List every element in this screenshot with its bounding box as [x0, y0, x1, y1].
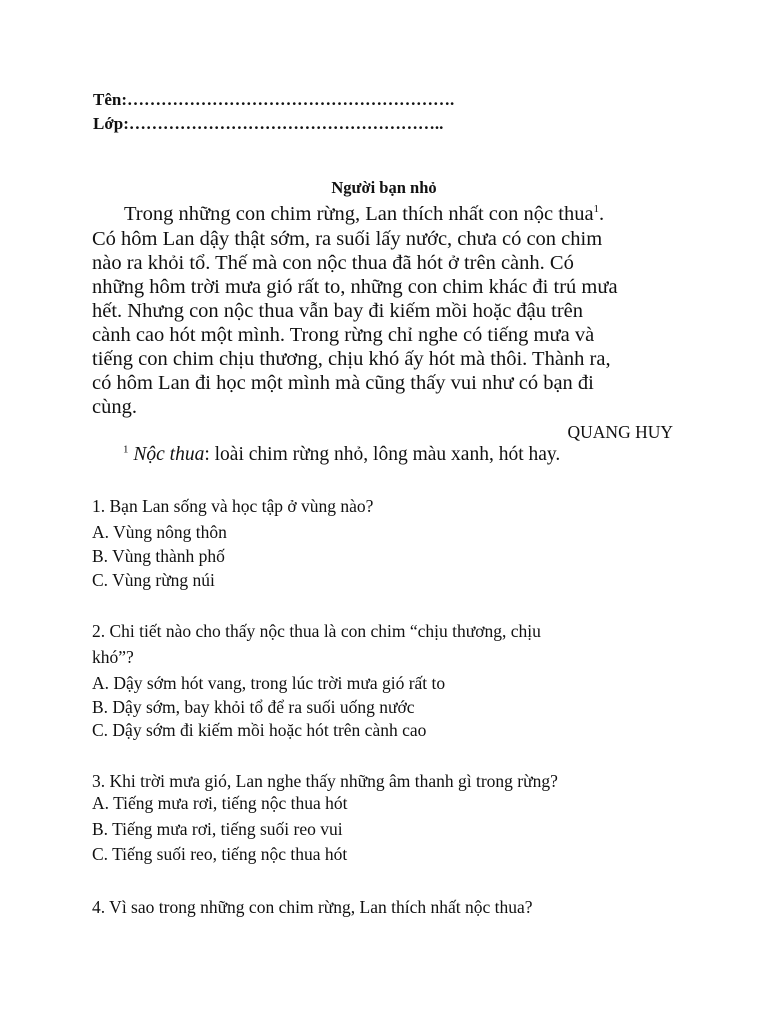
question-2-continued: khó”? — [92, 647, 134, 667]
footnote-reference: 1 — [593, 203, 600, 216]
story-line: hết. Nhưng con nộc thua vẫn bay đi kiếm mồi hoặc đậu trên — [92, 300, 584, 322]
story-title: Người bạn nhỏ — [331, 178, 437, 197]
name-field-label: Tên:…………………………………………………. — [93, 90, 455, 109]
story-line-text: Trong những con chim rừng, Lan thích nhất con nộc thua — [124, 203, 594, 225]
story-line — [124, 204, 604, 225]
story-line: nào ra khỏi tổ. Thế mà con nộc thua đã hót ở trên cành. Có — [92, 252, 574, 274]
class-field-label: Lớp:……………………………………………….. — [93, 114, 444, 133]
story-author: QUANG HUY — [567, 422, 673, 442]
story-line: Có hôm Lan dậy thật sớm, ra suối lấy nước, chưa có con chim — [92, 228, 603, 250]
question-2-option-b: B. Dậy sớm, bay khỏi tổ để ra suối uống nước — [92, 697, 415, 717]
story-line: tiếng con chim chịu thương, chịu khó ấy hót mà thôi. Thành ra, — [92, 348, 611, 370]
question-1: 1. Bạn Lan sống và học tập ở vùng nào? — [92, 496, 374, 516]
question-3-option-b: B. Tiếng mưa rơi, tiếng suối reo vui — [92, 819, 343, 839]
story-line: cùng. — [92, 396, 137, 418]
question-2-option-c: C. Dậy sớm đi kiếm mồi hoặc hót trên cành cao — [92, 720, 427, 740]
question-3: 3. Khi trời mưa gió, Lan nghe thấy những âm thanh gì trong rừng? — [92, 771, 558, 791]
story-line-period: . — [599, 203, 605, 225]
question-4: 4. Vì sao trong những con chim rừng, Lan thích nhất nộc thua? — [92, 897, 533, 917]
footnote — [123, 445, 560, 465]
story-line: cành cao hót một mình. Trong rừng chỉ nghe có tiếng mưa và — [92, 324, 595, 346]
question-1-option-b: B. Vùng thành phố — [92, 546, 225, 566]
footnote-marker: 1 — [123, 443, 129, 456]
question-2: 2. Chi tiết nào cho thấy nộc thua là con chim “chịu thương, chịu — [92, 621, 541, 641]
footnote-term: Nộc thua — [133, 444, 205, 465]
question-1-option-c: C. Vùng rừng núi — [92, 570, 215, 590]
question-1-option-a: A. Vùng nông thôn — [92, 522, 227, 542]
story-line: có hôm Lan đi học một mình mà cũng thấy vui như có bạn đi — [92, 372, 594, 394]
question-3-option-c: C. Tiếng suối reo, tiếng nộc thua hót — [92, 844, 348, 864]
question-3-option-a: A. Tiếng mưa rơi, tiếng nộc thua hót — [92, 793, 348, 813]
story-line: những hôm trời mưa gió rất to, những con chim khác đi trú mưa — [92, 276, 618, 298]
footnote-definition: : loài chim rừng nhỏ, lông màu xanh, hót hay. — [204, 444, 561, 465]
question-2-option-a: A. Dậy sớm hót vang, trong lúc trời mưa gió rất to — [92, 673, 446, 693]
